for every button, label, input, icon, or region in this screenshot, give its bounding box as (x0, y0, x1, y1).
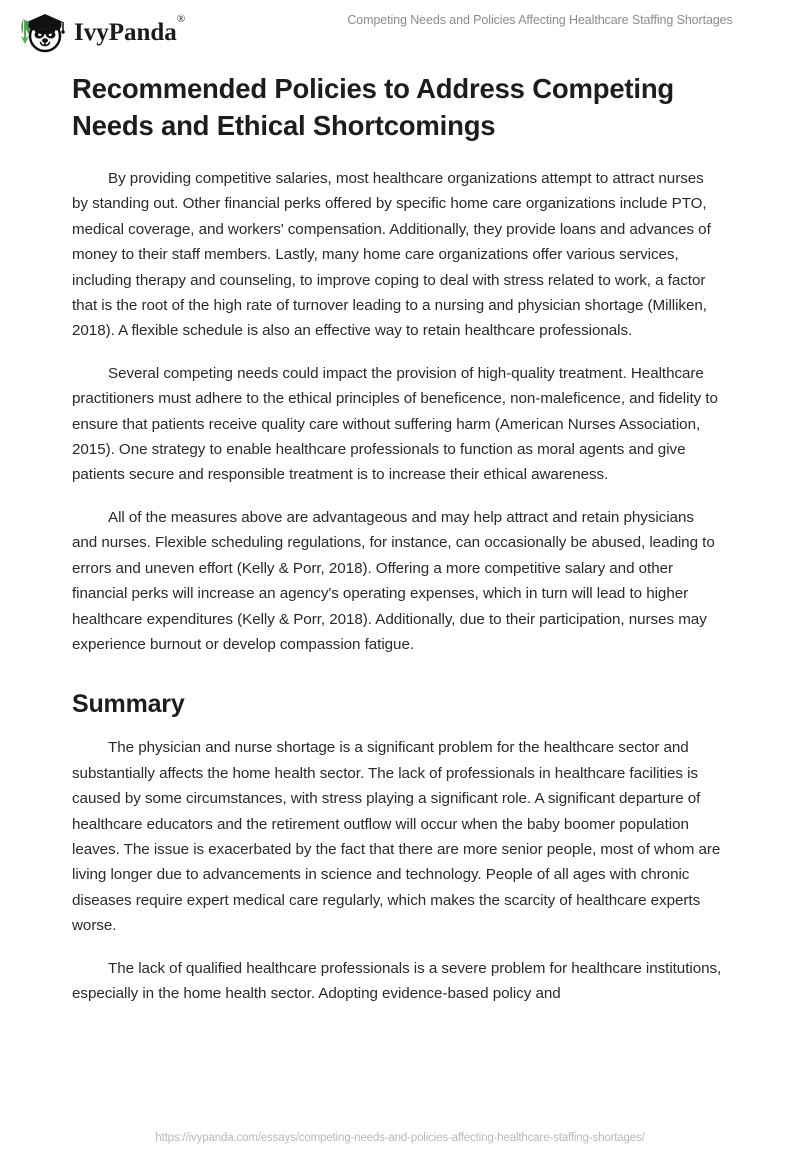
registered-trademark-symbol: ® (176, 12, 186, 25)
running-title: Competing Needs and Policies Affecting Healthcare Staffing Shortages (347, 13, 733, 27)
paragraph: Several competing needs could impact the provision of high-quality treatment. Healthcare practitioners must adhere to the ethical principles of beneficence, non-maleficence, and fidelity to ensure that patients receive quality care without suffering harm (American Nurses Association, 2015). One strategy to enable healthcare professionals to function as moral agents and give patients secure and responsible treatment is to increase their ethical awareness. (72, 364, 718, 484)
paragraph: The physician and nurse shortage is a significant problem for the healthcare sector and substantially affects the home health sector. The lack of professionals in healthcare facilities is caused by some circumstances, with stress playing a significant role. A significant departure of healthcare educators and the retirement outflow will occur when the baby boomer population leaves. The issue is exacerbated by the fact that there are more senior people, most of whom are living longer due to advancements in science and technology. People of all ages with chronic diseases require expert medical care regularly, which makes the scarcity of healthcare experts worse. (72, 739, 721, 935)
paragraph: All of the measures above are advantageous and may help attract and retain physicians and nurses. Flexible scheduling regulations, for instance, can occasionally be abused, leading to errors and uneven effort (Kelly & Porr, 2018). Offering a more competitive salary and other financial perks will increase an agency's operating expenses, which in turn will lead to higher healthcare expenditures (Kelly & Porr, 2018). Additionally, due to their participation, nurses may experience burnout or develop compassion fatigue. (72, 508, 715, 653)
paragraph: The lack of qualified healthcare professionals is a severe problem for healthcare institutions, especially in the home health sector. Adopting evidence-based policy and (72, 959, 722, 1002)
document-body (72, 70, 722, 1006)
source-url[interactable]: https://ivypanda.com/essays/competing-needs-and-policies-affecting-healthcare-staffing-shortages/ (155, 1132, 645, 1144)
brand-logo[interactable] (16, 6, 185, 56)
page-title: Recommended Policies to Address Competing Needs and Ethical Shortcomings (72, 73, 675, 141)
page-header (0, 0, 800, 62)
paragraph: By providing competitive salaries, most healthcare organizations attempt to attract nurses by standing out. Other financial perks offered by specific home care organizations include PTO, medical coverage, and workers' compensation. Additionally, they provide loans and advances of money to their staff members. Lastly, many home care organizations offer various services, including therapy and counseling, to improve coping to deal with stress related to work, a factor that is the root of the high rate of turnover leading to a nursing and physician shortage (Milliken, 2018). A flexible schedule is also an effective way to retain healthcare professionals. (72, 170, 711, 340)
section-heading-summary: Summary (72, 690, 185, 719)
page-footer (0, 1128, 800, 1146)
brand-name: IvyPanda® (74, 12, 186, 46)
panda-graduation-cap-icon (16, 7, 68, 55)
